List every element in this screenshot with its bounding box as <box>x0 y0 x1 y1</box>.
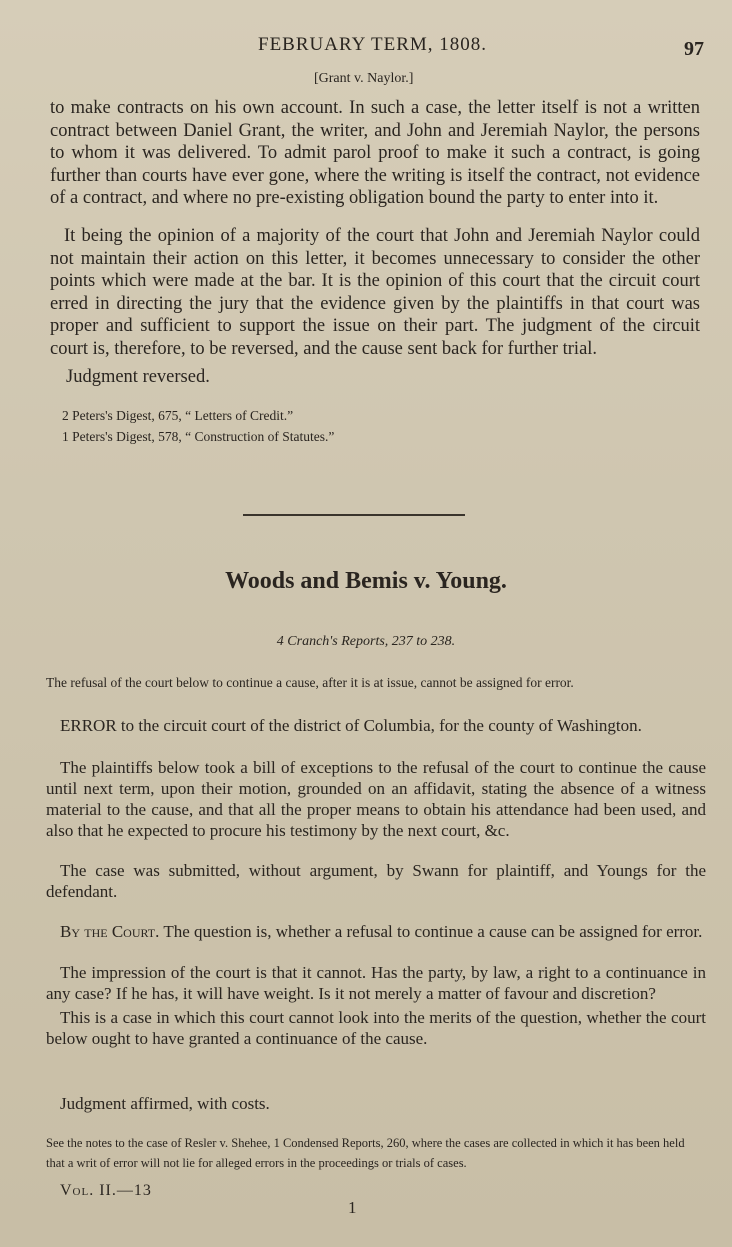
digest-note: 1 Peters's Digest, 578, “ Construction of Statutes.” <box>62 429 335 444</box>
judgment-affirmed: Judgment affirmed, with costs. <box>60 1094 270 1113</box>
impression-paragraph: The impression of the court is that it cannot. Has the party, by law, a right to a continuance in any case? If he has, it will have weight. Is it not merely a matter of favour and discretion? <box>46 963 706 1003</box>
submitted-paragraph: The case was submitted, without argument, by Swann for plaintiff, and Youngs for the defendant. <box>46 861 706 901</box>
case-reports-citation: 4 Cranch's Reports, 237 to 238. <box>276 634 456 649</box>
footnote: See the notes to the case of Resler v. Shehee, 1 Condensed Reports, 260, where the cases are collected in which it has been held that a writ of error will not lie for alleged errors in the proceedings or trials of cases. <box>46 1136 685 1170</box>
case-paragraph: This is a case in which this court cannot look into the merits of the question, whether the court below ought to have granted a continuance of the cause. <box>46 1008 706 1048</box>
case-title: Woods and Bemis v. Young. <box>225 568 507 594</box>
digest-note: 2 Peters's Digest, 675, “ Letters of Credit.” <box>62 408 294 423</box>
plaintiffs-paragraph: The plaintiffs below took a bill of exceptions to the refusal of the court to continue the cause until next term, upon their motion, grounded on an affidavit, stating the absence of a witness material to the cause, and that all the proper means to obtain his attendance had been used, and also that he expected to procure his testimony by the next court, &c. <box>46 758 706 840</box>
court-paragraph <box>46 921 706 942</box>
judgment-reversed: Judgment reversed. <box>66 367 210 387</box>
running-head: FEBRUARY TERM, 1808. <box>258 34 488 55</box>
error-paragraph: ERROR to the circuit court of the district of Columbia, for the county of Washington. <box>60 716 642 735</box>
section-divider <box>243 514 465 516</box>
court-question: The question is, whether a refusal to continue a cause can be assigned for error. <box>163 922 703 941</box>
bottom-number: 1 <box>348 1198 357 1217</box>
headnote: The refusal of the court below to continue a cause, after it is at issue, cannot be assigned for error. <box>46 675 574 690</box>
case-reference: [Grant v. Naylor.] <box>314 71 414 86</box>
continuation-paragraph: to make contracts on his own account. In such a case, the letter itself is not a written contract between Daniel Grant, the writer, and John and Jeremiah Naylor, the persons to whom it was delivered. To admit parol proof to make it such a contract, is going further than courts have ever gone, where the writing is itself the contract, not evidence of a contract, and where no pre-existing obligation bound the party to enter into it. <box>50 98 700 208</box>
page-number: 97 <box>684 38 704 60</box>
by-the-court-label: By the Court. <box>60 922 160 941</box>
volume-signature: Vol. II.—13 <box>60 1182 152 1199</box>
opinion-paragraph: It being the opinion of a majority of the court that John and Jeremiah Naylor could not maintain their action on this letter, it becomes unnecessary to consider the other points which were made at the bar. It is the opinion of this court that the circuit court erred in directing the jury that the evidence given by the plaintiffs in that court was proper and sufficient to support the issue on their part. The judgment of the circuit court is, therefore, to be reversed, and the cause sent back for further trial. <box>50 226 700 359</box>
